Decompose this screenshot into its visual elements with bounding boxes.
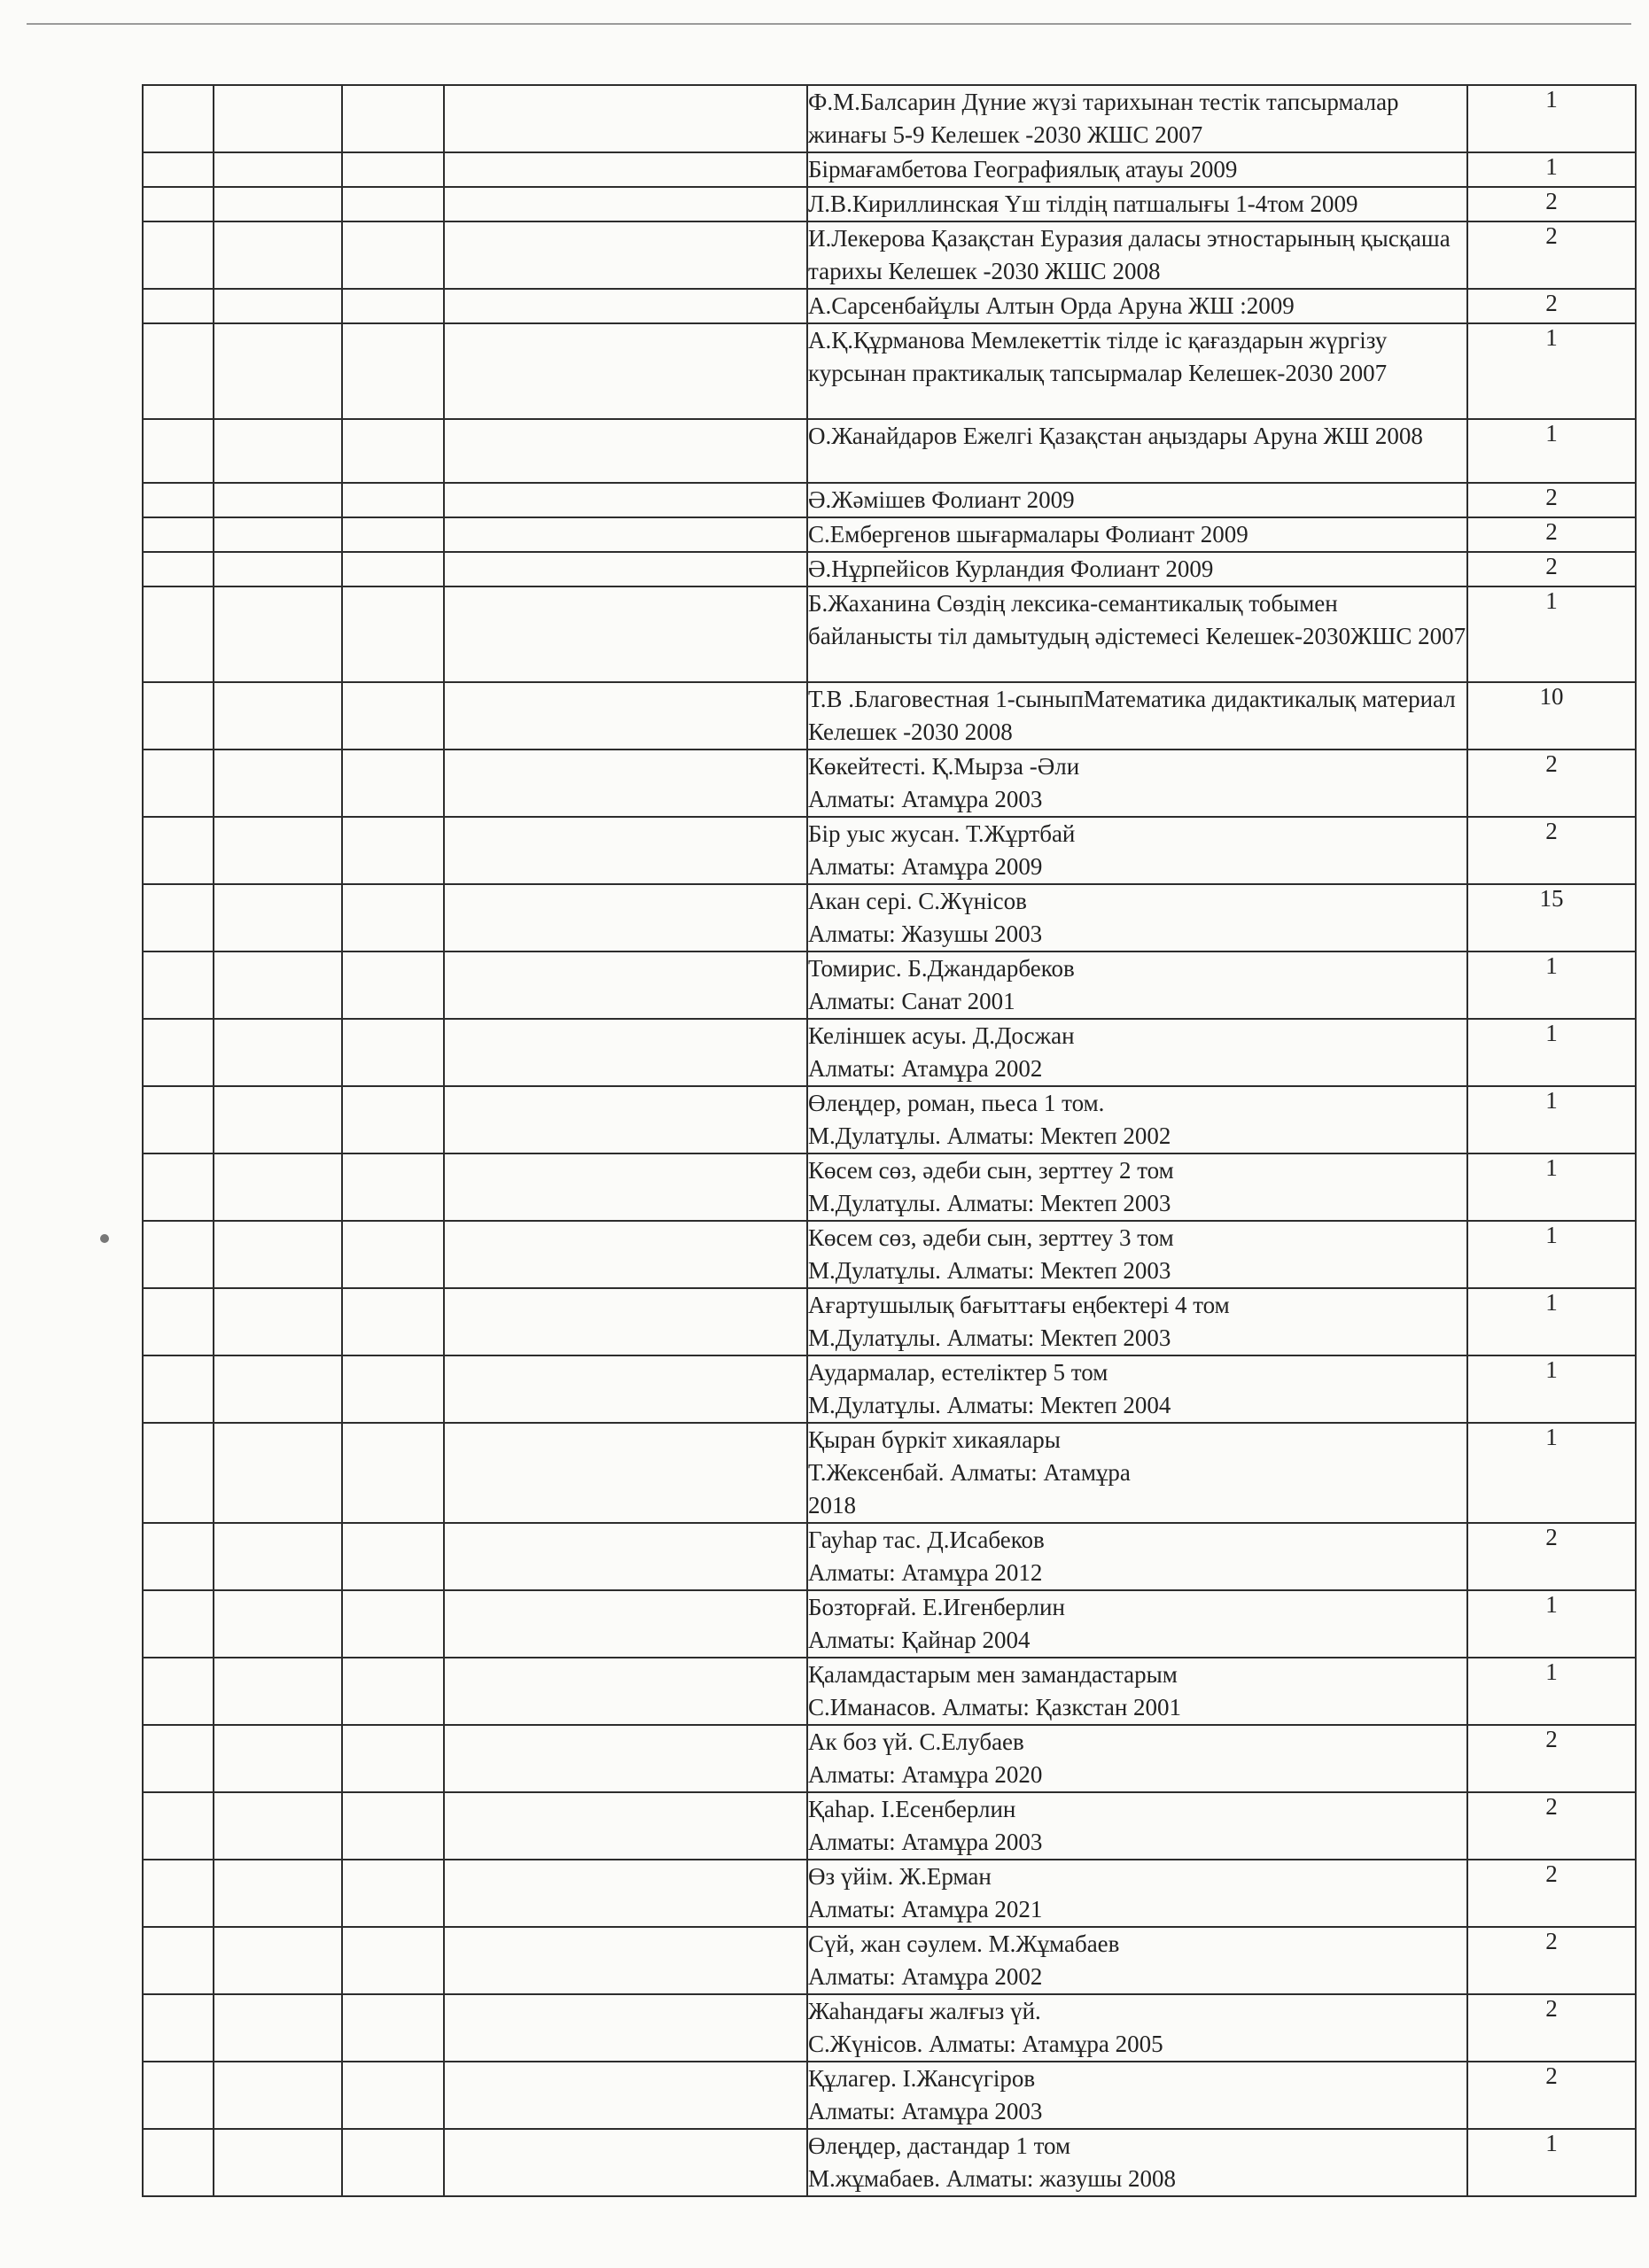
table-row bbox=[143, 517, 1636, 552]
empty-cell bbox=[214, 1355, 342, 1423]
book-title-cell: Қаһар. І.Есенберлин Алматы: Атамұра 2003 bbox=[807, 1792, 1467, 1860]
book-title-cell: Өлеңдер, дастандар 1 том М.жұмабаев. Алматы: жазушы 2008 bbox=[807, 2129, 1467, 2196]
empty-cell bbox=[444, 884, 807, 951]
table-row bbox=[143, 85, 1636, 152]
empty-cell bbox=[342, 1153, 444, 1221]
book-title-cell: Өз үйім. Ж.Ерман Алматы: Атамұра 2021 bbox=[807, 1860, 1467, 1927]
empty-cell bbox=[342, 221, 444, 289]
empty-cell bbox=[214, 1725, 342, 1792]
table-row bbox=[143, 1086, 1636, 1153]
table-row bbox=[143, 951, 1636, 1019]
empty-cell bbox=[143, 1019, 214, 1086]
empty-cell bbox=[342, 1288, 444, 1355]
table-row bbox=[143, 1860, 1636, 1927]
empty-cell bbox=[342, 483, 444, 517]
table-row bbox=[143, 682, 1636, 750]
empty-cell bbox=[342, 1590, 444, 1658]
empty-cell bbox=[342, 750, 444, 817]
book-title-cell: Ә.Нұрпейісов Курландия Фолиант 2009 bbox=[807, 552, 1467, 586]
empty-cell bbox=[143, 1860, 214, 1927]
book-title-cell: Гауһар тас. Д.Исабеков Алматы: Атамұра 2012 bbox=[807, 1523, 1467, 1590]
table-row bbox=[143, 1994, 1636, 2062]
empty-cell bbox=[444, 817, 807, 884]
empty-cell bbox=[444, 1658, 807, 1725]
empty-cell bbox=[143, 682, 214, 750]
empty-cell bbox=[444, 1523, 807, 1590]
empty-cell bbox=[342, 323, 444, 419]
empty-cell bbox=[342, 884, 444, 951]
empty-cell bbox=[143, 1153, 214, 1221]
empty-cell bbox=[214, 1658, 342, 1725]
empty-cell bbox=[444, 323, 807, 419]
empty-cell bbox=[444, 1725, 807, 1792]
book-title-cell: Бірмағамбетова Географиялық атауы 2009 bbox=[807, 152, 1467, 187]
quantity-cell: 1 bbox=[1467, 1355, 1636, 1423]
empty-cell bbox=[214, 517, 342, 552]
empty-cell bbox=[143, 750, 214, 817]
empty-cell bbox=[342, 951, 444, 1019]
table-row bbox=[143, 1658, 1636, 1725]
empty-cell bbox=[143, 323, 214, 419]
quantity-cell: 2 bbox=[1467, 1725, 1636, 1792]
empty-cell bbox=[444, 750, 807, 817]
quantity-cell: 2 bbox=[1467, 289, 1636, 323]
empty-cell bbox=[143, 1355, 214, 1423]
quantity-cell: 2 bbox=[1467, 187, 1636, 221]
quantity-cell: 2 bbox=[1467, 1523, 1636, 1590]
book-title-cell: Бозторғай. Е.Игенберлин Алматы: Қайнар 2004 bbox=[807, 1590, 1467, 1658]
table-row bbox=[143, 483, 1636, 517]
empty-cell bbox=[444, 1288, 807, 1355]
empty-cell bbox=[444, 682, 807, 750]
empty-cell bbox=[143, 884, 214, 951]
quantity-cell: 2 bbox=[1467, 517, 1636, 552]
book-title-cell: Ағартушылық бағыттағы еңбектері 4 том М.Дулатұлы. Алматы: Мектеп 2003 bbox=[807, 1288, 1467, 1355]
empty-cell bbox=[214, 1288, 342, 1355]
quantity-cell: 1 bbox=[1467, 586, 1636, 682]
table-row bbox=[143, 1288, 1636, 1355]
empty-cell bbox=[143, 483, 214, 517]
book-title-cell: Өлеңдер, роман, пьеса 1 том. М.Дулатұлы. Алматы: Мектеп 2002 bbox=[807, 1086, 1467, 1153]
book-title-cell: Бір уыс жусан. Т.Жұртбай Алматы: Атамұра 2009 bbox=[807, 817, 1467, 884]
empty-cell bbox=[143, 1725, 214, 1792]
empty-cell bbox=[143, 2062, 214, 2129]
quantity-cell: 1 bbox=[1467, 1658, 1636, 1725]
quantity-cell: 2 bbox=[1467, 1927, 1636, 1994]
empty-cell bbox=[143, 951, 214, 1019]
quantity-cell: 1 bbox=[1467, 1423, 1636, 1523]
book-title-cell: Т.В .Благовестная 1-сыныпМатематика дидактикалық материал Келешек -2030 2008 bbox=[807, 682, 1467, 750]
empty-cell bbox=[143, 1927, 214, 1994]
empty-cell bbox=[444, 951, 807, 1019]
empty-cell bbox=[143, 152, 214, 187]
book-title-cell: Ак боз үй. С.Елубаев Алматы: Атамұра 2020 bbox=[807, 1725, 1467, 1792]
empty-cell bbox=[444, 1590, 807, 1658]
empty-cell bbox=[444, 586, 807, 682]
table-row bbox=[143, 1590, 1636, 1658]
book-title-cell: А.Қ.Құрманова Мемлекеттік тілде іс қағаздарын жүргізу курсынан практикалық тапсырмалар Келешек-2030 2007 bbox=[807, 323, 1467, 419]
inventory-sheet bbox=[142, 84, 1635, 2197]
empty-cell bbox=[214, 817, 342, 884]
empty-cell bbox=[444, 517, 807, 552]
empty-cell bbox=[143, 552, 214, 586]
empty-cell bbox=[444, 1792, 807, 1860]
empty-cell bbox=[143, 517, 214, 552]
empty-cell bbox=[214, 1860, 342, 1927]
table-row bbox=[143, 419, 1636, 483]
empty-cell bbox=[214, 1927, 342, 1994]
empty-cell bbox=[342, 1994, 444, 2062]
book-title-cell: Келіншек асуы. Д.Досжан Алматы: Атамұра 2002 bbox=[807, 1019, 1467, 1086]
table-row bbox=[143, 2062, 1636, 2129]
empty-cell bbox=[444, 483, 807, 517]
empty-cell bbox=[342, 187, 444, 221]
empty-cell bbox=[143, 586, 214, 682]
empty-cell bbox=[444, 221, 807, 289]
empty-cell bbox=[342, 682, 444, 750]
empty-cell bbox=[444, 1423, 807, 1523]
empty-cell bbox=[214, 2062, 342, 2129]
book-title-cell: Б.Жаханина Сөздің лексика-семантикалық тобымен байланысты тіл дамытудың әдістемесі Келешек-2030ЖШС 2007 bbox=[807, 586, 1467, 682]
empty-cell bbox=[342, 552, 444, 586]
quantity-cell: 1 bbox=[1467, 951, 1636, 1019]
book-title-cell: Қаламдастарым мен замандастарым С.Иманасов. Алматы: Қазкстан 2001 bbox=[807, 1658, 1467, 1725]
empty-cell bbox=[214, 483, 342, 517]
book-title-cell: С.Ембергенов шығармалары Фолиант 2009 bbox=[807, 517, 1467, 552]
book-title-cell: Сүй, жан сәулем. М.Жұмабаев Алматы: Атамұра 2002 bbox=[807, 1927, 1467, 1994]
empty-cell bbox=[214, 951, 342, 1019]
empty-cell bbox=[342, 1927, 444, 1994]
quantity-cell: 10 bbox=[1467, 682, 1636, 750]
quantity-cell: 1 bbox=[1467, 1153, 1636, 1221]
quantity-cell: 2 bbox=[1467, 1792, 1636, 1860]
empty-cell bbox=[214, 552, 342, 586]
empty-cell bbox=[143, 1994, 214, 2062]
empty-cell bbox=[342, 2129, 444, 2196]
empty-cell bbox=[214, 884, 342, 951]
book-title-cell: Акан сері. С.Жүнісов Алматы: Жазушы 2003 bbox=[807, 884, 1467, 951]
empty-cell bbox=[143, 817, 214, 884]
book-title-cell: Көкейтесті. Қ.Мырза -Әли Алматы: Атамұра 2003 bbox=[807, 750, 1467, 817]
empty-cell bbox=[214, 1523, 342, 1590]
empty-cell bbox=[444, 85, 807, 152]
empty-cell bbox=[444, 2062, 807, 2129]
quantity-cell: 1 bbox=[1467, 1221, 1636, 1288]
table-row bbox=[143, 586, 1636, 682]
book-title-cell: Қыран бүркіт хикаялары Т.Жексенбай. Алматы: Атамұра 2018 bbox=[807, 1423, 1467, 1523]
empty-cell bbox=[143, 1288, 214, 1355]
empty-cell bbox=[342, 419, 444, 483]
empty-cell bbox=[342, 1221, 444, 1288]
empty-cell bbox=[342, 517, 444, 552]
quantity-cell: 1 bbox=[1467, 85, 1636, 152]
table-row bbox=[143, 2129, 1636, 2196]
quantity-cell: 2 bbox=[1467, 552, 1636, 586]
empty-cell bbox=[342, 1355, 444, 1423]
quantity-cell: 2 bbox=[1467, 1994, 1636, 2062]
table-row bbox=[143, 1355, 1636, 1423]
table-row bbox=[143, 1523, 1636, 1590]
empty-cell bbox=[342, 817, 444, 884]
empty-cell bbox=[444, 419, 807, 483]
book-title-cell: Ә.Жәмішев Фолиант 2009 bbox=[807, 483, 1467, 517]
empty-cell bbox=[143, 1086, 214, 1153]
empty-cell bbox=[444, 2129, 807, 2196]
table-row bbox=[143, 750, 1636, 817]
empty-cell bbox=[342, 85, 444, 152]
empty-cell bbox=[143, 1523, 214, 1590]
empty-cell bbox=[444, 1153, 807, 1221]
empty-cell bbox=[342, 1086, 444, 1153]
empty-cell bbox=[342, 1658, 444, 1725]
empty-cell bbox=[143, 2129, 214, 2196]
empty-cell bbox=[214, 152, 342, 187]
table-row bbox=[143, 1927, 1636, 1994]
book-title-cell: Көсем сөз, әдеби сын, зерттеу 2 том М.Дулатұлы. Алматы: Мектеп 2003 bbox=[807, 1153, 1467, 1221]
empty-cell bbox=[342, 289, 444, 323]
table-row bbox=[143, 221, 1636, 289]
quantity-cell: 2 bbox=[1467, 2062, 1636, 2129]
quantity-cell: 1 bbox=[1467, 1086, 1636, 1153]
quantity-cell: 2 bbox=[1467, 817, 1636, 884]
empty-cell bbox=[214, 85, 342, 152]
empty-cell bbox=[214, 1086, 342, 1153]
empty-cell bbox=[214, 750, 342, 817]
empty-cell bbox=[342, 1523, 444, 1590]
book-title-cell: О.Жанайдаров Ежелгі Қазақстан аңыздары Аруна ЖШ 2008 bbox=[807, 419, 1467, 483]
empty-cell bbox=[214, 1994, 342, 2062]
table-row bbox=[143, 1221, 1636, 1288]
table-row bbox=[143, 1423, 1636, 1523]
empty-cell bbox=[143, 221, 214, 289]
scan-edge-line bbox=[27, 23, 1631, 25]
table-row bbox=[143, 1725, 1636, 1792]
empty-cell bbox=[342, 2062, 444, 2129]
quantity-cell: 2 bbox=[1467, 750, 1636, 817]
book-inventory-table bbox=[142, 84, 1637, 2197]
book-title-cell: Аудармалар, естеліктер 5 том М.Дулатұлы. Алматы: Мектеп 2004 bbox=[807, 1355, 1467, 1423]
empty-cell bbox=[444, 289, 807, 323]
quantity-cell: 2 bbox=[1467, 1860, 1636, 1927]
empty-cell bbox=[143, 1221, 214, 1288]
table-row bbox=[143, 817, 1636, 884]
empty-cell bbox=[143, 1792, 214, 1860]
empty-cell bbox=[342, 1423, 444, 1523]
empty-cell bbox=[444, 187, 807, 221]
empty-cell bbox=[143, 1658, 214, 1725]
empty-cell bbox=[143, 85, 214, 152]
table-row bbox=[143, 1153, 1636, 1221]
book-title-cell: А.Сарсенбайұлы Алтын Орда Аруна ЖШ :2009 bbox=[807, 289, 1467, 323]
empty-cell bbox=[214, 419, 342, 483]
book-title-cell: И.Лекерова Қазақстан Еуразия даласы этностарының қысқаша тарихы Келешек -2030 ЖШС 2008 bbox=[807, 221, 1467, 289]
empty-cell bbox=[214, 586, 342, 682]
book-title-cell: Көсем сөз, әдеби сын, зерттеу 3 том М.Дулатұлы. Алматы: Мектеп 2003 bbox=[807, 1221, 1467, 1288]
quantity-cell: 15 bbox=[1467, 884, 1636, 951]
quantity-cell: 1 bbox=[1467, 323, 1636, 419]
table-row bbox=[143, 187, 1636, 221]
empty-cell bbox=[143, 1423, 214, 1523]
empty-cell bbox=[214, 1423, 342, 1523]
empty-cell bbox=[342, 586, 444, 682]
quantity-cell: 1 bbox=[1467, 2129, 1636, 2196]
quantity-cell: 1 bbox=[1467, 1288, 1636, 1355]
empty-cell bbox=[444, 1994, 807, 2062]
quantity-cell: 1 bbox=[1467, 152, 1636, 187]
empty-cell bbox=[444, 1927, 807, 1994]
empty-cell bbox=[214, 323, 342, 419]
book-title-cell: Жаһандағы жалғыз үй. С.Жүнісов. Алматы: Атамұра 2005 bbox=[807, 1994, 1467, 2062]
quantity-cell: 1 bbox=[1467, 1019, 1636, 1086]
quantity-cell: 1 bbox=[1467, 419, 1636, 483]
table-row bbox=[143, 289, 1636, 323]
empty-cell bbox=[214, 1792, 342, 1860]
table-row bbox=[143, 1792, 1636, 1860]
empty-cell bbox=[214, 2129, 342, 2196]
empty-cell bbox=[214, 1019, 342, 1086]
empty-cell bbox=[444, 1355, 807, 1423]
table-row bbox=[143, 323, 1636, 419]
table-row bbox=[143, 1019, 1636, 1086]
scan-speck bbox=[100, 1234, 109, 1243]
table-row bbox=[143, 884, 1636, 951]
empty-cell bbox=[444, 1860, 807, 1927]
quantity-cell: 1 bbox=[1467, 1590, 1636, 1658]
book-title-cell: Л.В.Кириллинская Үш тілдің патшалығы 1-4том 2009 bbox=[807, 187, 1467, 221]
empty-cell bbox=[342, 1019, 444, 1086]
empty-cell bbox=[342, 1725, 444, 1792]
book-title-cell: Құлагер. І.Жансүгіров Алматы: Атамұра 2003 bbox=[807, 2062, 1467, 2129]
empty-cell bbox=[214, 1153, 342, 1221]
empty-cell bbox=[342, 152, 444, 187]
empty-cell bbox=[143, 419, 214, 483]
empty-cell bbox=[214, 221, 342, 289]
book-title-cell: Ф.М.Балсарин Дүние жүзі тарихынан тестік тапсырмалар жинағы 5-9 Келешек -2030 ЖШС 2007 bbox=[807, 85, 1467, 152]
table-row bbox=[143, 152, 1636, 187]
empty-cell bbox=[214, 289, 342, 323]
quantity-cell: 2 bbox=[1467, 221, 1636, 289]
empty-cell bbox=[214, 1590, 342, 1658]
empty-cell bbox=[444, 552, 807, 586]
empty-cell bbox=[143, 289, 214, 323]
empty-cell bbox=[214, 187, 342, 221]
empty-cell bbox=[214, 682, 342, 750]
empty-cell bbox=[143, 1590, 214, 1658]
table-row bbox=[143, 552, 1636, 586]
empty-cell bbox=[444, 1221, 807, 1288]
quantity-cell: 2 bbox=[1467, 483, 1636, 517]
empty-cell bbox=[342, 1860, 444, 1927]
book-title-cell: Томирис. Б.Джандарбеков Алматы: Санат 2001 bbox=[807, 951, 1467, 1019]
empty-cell bbox=[444, 152, 807, 187]
empty-cell bbox=[214, 1221, 342, 1288]
empty-cell bbox=[342, 1792, 444, 1860]
empty-cell bbox=[444, 1086, 807, 1153]
empty-cell bbox=[143, 187, 214, 221]
empty-cell bbox=[444, 1019, 807, 1086]
table-body bbox=[143, 85, 1636, 2196]
